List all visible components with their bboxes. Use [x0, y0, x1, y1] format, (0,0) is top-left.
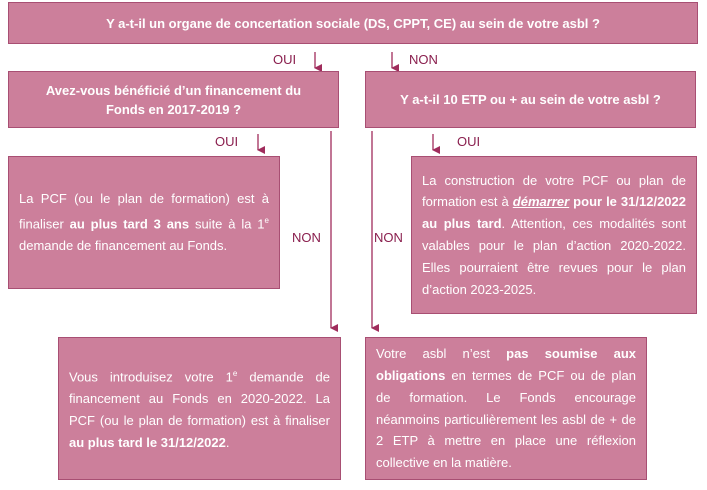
- label-oui-q3: OUI: [457, 134, 481, 149]
- question-financement-fonds: [8, 71, 339, 128]
- label-non-q2: NON: [292, 230, 321, 245]
- outcome-premiere-demande-text: Vous introduisez votre 1e demande de financement au Fonds en 2020-2022. La PCF (ou le plan de formation) est à finaliser au plus tard le 31/12/2022.: [69, 369, 330, 450]
- question-financement-line1: Avez-vous bénéficié d’un financement du: [45, 82, 302, 98]
- question-10-etp-text: Y a-t-il 10 ETP ou + au sein de votre asbl ?: [400, 92, 661, 107]
- question-financement-line2: Fonds en 2017-2019 ?: [105, 101, 242, 117]
- outcome-pcf-3-ans-text: La PCF (ou le plan de formation) est à finaliser au plus tard 3 ans suite à la 1e demande de financement au Fonds.: [19, 191, 269, 254]
- outcome-premiere-demande-2020-2022: [58, 337, 341, 480]
- question-concertation-sociale-text: Y a-t-il un organe de concertation sociale (DS, CPPT, CE) au sein de votre asbl ?: [106, 15, 600, 31]
- label-oui-q2: OUI: [215, 134, 239, 149]
- outcome-pcf-demarrer-2022: [411, 156, 697, 314]
- outcome-pas-soumise-text: Votre asbl n’est pas soumise aux obligations en termes de PCF ou de plan de formation. Le Fonds encourage néanmoins particulièrement les asbl de + de 2 ETP à mettre en place une réflexion collective en la matière.: [376, 346, 636, 471]
- outcome-pcf-demarrer-text: La construction de votre PCF ou plan de formation est à démarrer pour le 31/12/2022 au plus tard. Attention, ces modalités sont valables pour le plan d’action 2020-2022. Elles pourraient être revues pour le plan d’action 2023-2025.: [422, 172, 686, 297]
- question-concertation-sociale: [8, 2, 698, 44]
- outcome-pcf-3-ans: [8, 156, 280, 289]
- label-non-q3: NON: [374, 230, 403, 245]
- label-non-q1: NON: [409, 52, 438, 67]
- question-10-etp: [365, 71, 696, 128]
- outcome-pas-soumise-obligations: [365, 337, 647, 480]
- label-oui-q1: OUI: [273, 52, 297, 67]
